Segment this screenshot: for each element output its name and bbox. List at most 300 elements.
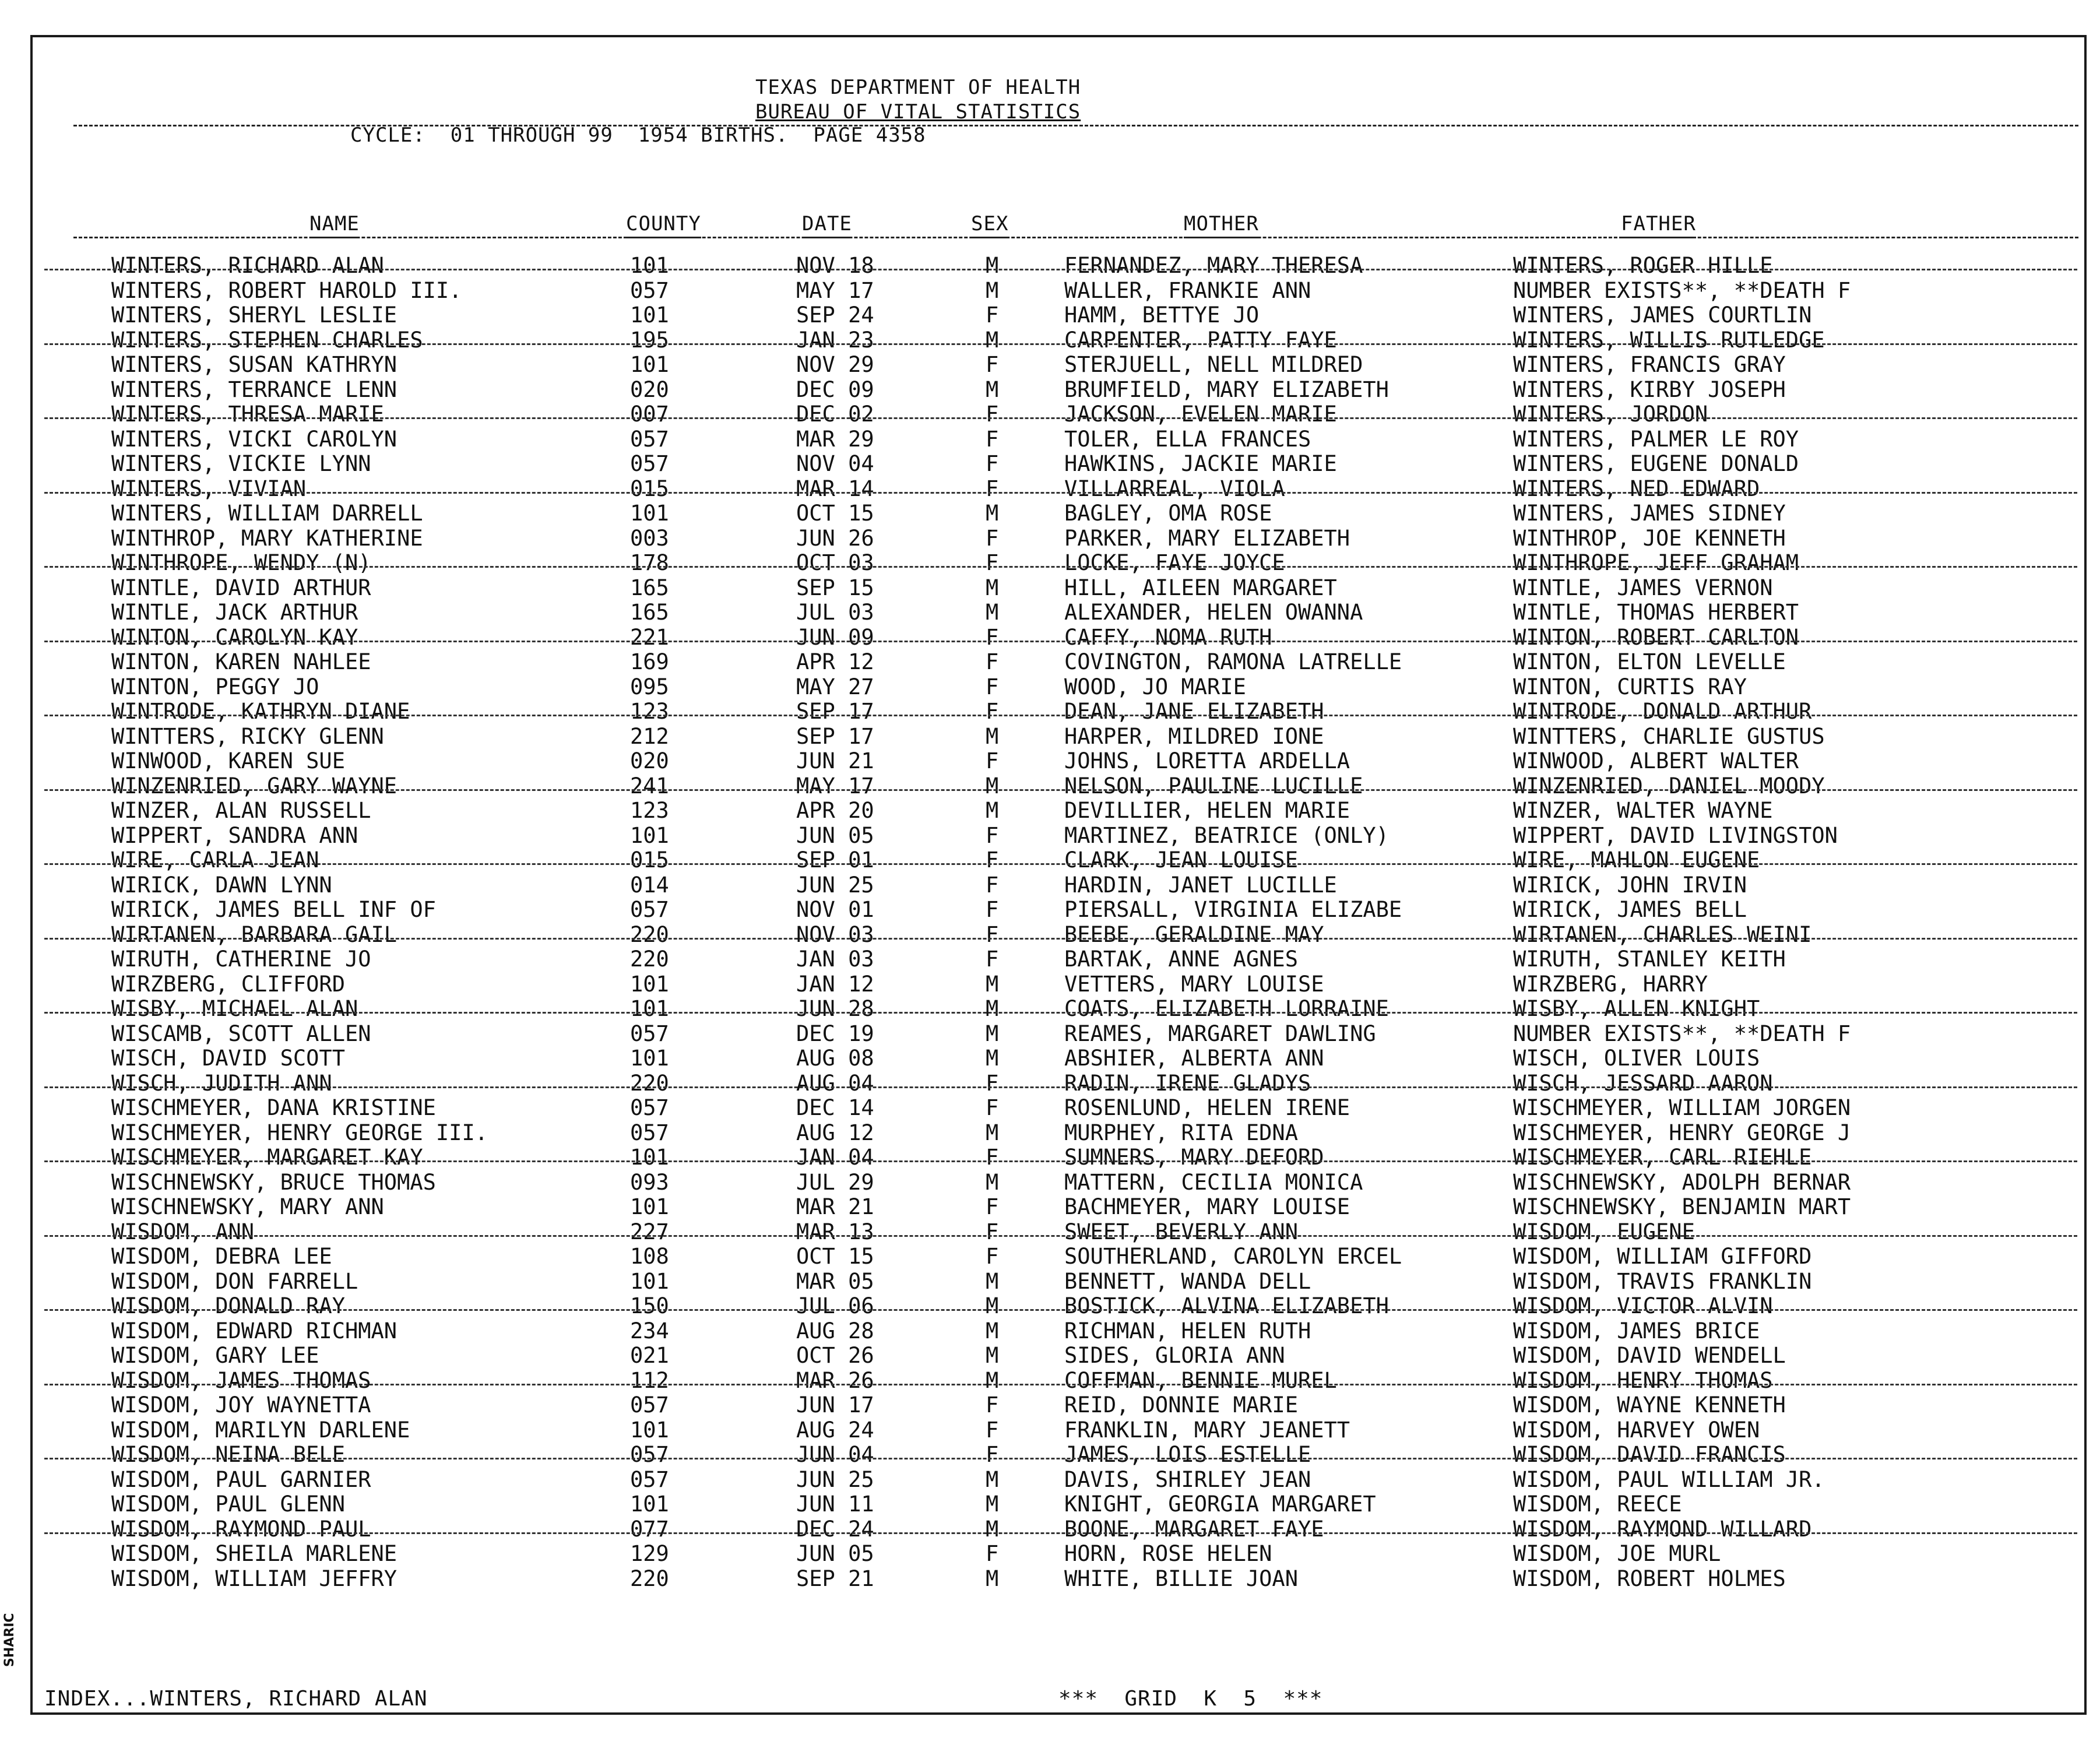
record-sex: F: [986, 922, 999, 947]
record-mother: BEEBE, GERALDINE MAY: [1064, 922, 1324, 947]
record-father: WIRUTH, STANLEY KEITH: [1513, 947, 1786, 972]
record-county: 101: [630, 501, 669, 526]
record-father: WISCHMEYER, CARL RIEHLE: [1513, 1145, 1812, 1170]
side-label: SHARIC: [2, 1613, 17, 1667]
record-date: SEP 17: [796, 723, 874, 749]
record-name: WINTERS, WILLIAM DARRELL: [111, 501, 423, 526]
record-name: WISDOM, DEBRA LEE: [111, 1244, 332, 1269]
record-row: [33, 1418, 2089, 1443]
record-father: WINTERS, JORDON: [1513, 402, 1708, 427]
record-county: 112: [630, 1367, 669, 1393]
record-mother: BENNETT, WANDA DELL: [1064, 1268, 1311, 1294]
record-row: [33, 1467, 2089, 1492]
record-county: 101: [630, 996, 669, 1021]
record-date: JAN 12: [796, 971, 874, 997]
record-date: AUG 12: [796, 1120, 874, 1145]
record-father: WINTLE, THOMAS HERBERT: [1513, 600, 1799, 625]
record-father: WINTON, ROBERT CARLTON: [1513, 624, 1799, 650]
record-row: [33, 922, 2089, 947]
record-father: WINTERS, EUGENE DONALD: [1513, 451, 1799, 476]
record-sex: M: [986, 1268, 999, 1294]
record-name: WINTERS, SHERYL LESLIE: [111, 303, 398, 328]
record-name: WIRICK, DAWN LYNN: [111, 872, 332, 898]
record-row: [33, 501, 2089, 526]
record-county: 101: [630, 1145, 669, 1170]
record-date: DEC 02: [796, 402, 874, 427]
record-sex: F: [986, 674, 999, 699]
column-header-date: DATE: [802, 212, 852, 238]
record-row: [33, 1120, 2089, 1145]
record-row: [33, 1021, 2089, 1046]
record-row: [33, 1368, 2089, 1393]
record-father: WINTRODE, DONALD ARTHUR: [1513, 699, 1812, 724]
record-sex: M: [986, 327, 999, 353]
record-father: WISCHMEYER, HENRY GEORGE J: [1513, 1120, 1851, 1145]
record-sex: F: [986, 451, 999, 476]
record-county: 057: [630, 1095, 669, 1120]
record-date: MAR 05: [796, 1268, 874, 1294]
record-father: WISCHNEWSKY, BENJAMIN MART: [1513, 1194, 1851, 1219]
record-father: WINTERS, ROGER HILLE: [1513, 253, 1773, 278]
record-name: WINTERS, STEPHEN CHARLES: [111, 327, 423, 353]
record-name: WINZER, ALAN RUSSELL: [111, 798, 371, 823]
record-sex: M: [986, 773, 999, 799]
record-row: [33, 1071, 2089, 1096]
record-date: MAR 29: [796, 426, 874, 452]
record-mother: BAGLEY, OMA ROSE: [1064, 501, 1272, 526]
record-name: WINTERS, VICKI CAROLYN: [111, 426, 398, 452]
record-father: WISCHMEYER, WILLIAM JORGEN: [1513, 1095, 1851, 1120]
record-sex: M: [986, 1566, 999, 1591]
column-header-rule: [73, 237, 2078, 238]
record-date: DEC 09: [796, 377, 874, 402]
record-father: WINZER, WALTER WAYNE: [1513, 798, 1773, 823]
record-date: OCT 03: [796, 550, 874, 575]
record-mother: WHITE, BILLIE JOAN: [1064, 1566, 1298, 1591]
record-row: [33, 303, 2089, 328]
record-mother: DAVIS, SHIRLEY JEAN: [1064, 1466, 1311, 1492]
record-row: [33, 526, 2089, 551]
record-name: WISDOM, JAMES THOMAS: [111, 1367, 371, 1393]
record-sex: F: [986, 476, 999, 501]
record-sex: F: [986, 352, 999, 377]
record-mother: NELSON, PAULINE LUCILLE: [1064, 773, 1363, 799]
record-sex: M: [986, 1120, 999, 1145]
record-county: 221: [630, 624, 669, 650]
record-father: WINTERS, NED EDWARD: [1513, 476, 1760, 501]
record-name: WISDOM, DONALD RAY: [111, 1293, 345, 1318]
record-row: [33, 847, 2089, 873]
record-date: DEC 14: [796, 1095, 874, 1120]
record-date: SEP 17: [796, 699, 874, 724]
record-row: [33, 823, 2089, 848]
record-county: 101: [630, 1194, 669, 1219]
record-date: SEP 01: [796, 847, 874, 873]
record-row: [33, 1343, 2089, 1368]
record-date: JUN 17: [796, 1392, 874, 1418]
record-father: WIRTANEN, CHARLES WEINI: [1513, 922, 1812, 947]
record-sex: M: [986, 723, 999, 749]
record-mother: WALLER, FRANKIE ANN: [1064, 277, 1311, 303]
record-father: WINTERS, KIRBY JOSEPH: [1513, 377, 1786, 402]
record-date: JUN 25: [796, 872, 874, 898]
record-name: WINTON, CAROLYN KAY: [111, 624, 358, 650]
record-mother: ALEXANDER, HELEN OWANNA: [1064, 600, 1363, 625]
record-sex: F: [986, 1417, 999, 1443]
record-date: OCT 26: [796, 1343, 874, 1368]
record-row: [33, 476, 2089, 501]
record-date: JUN 26: [796, 525, 874, 551]
record-row: [33, 278, 2089, 303]
record-county: 057: [630, 277, 669, 303]
record-name: WISCHMEYER, MARGARET KAY: [111, 1145, 423, 1170]
record-date: MAY 27: [796, 674, 874, 699]
record-date: SEP 24: [796, 303, 874, 328]
record-row: [33, 748, 2089, 773]
record-father: WINTHROP, JOE KENNETH: [1513, 525, 1786, 551]
record-sex: F: [986, 525, 999, 551]
record-name: WINTERS, THRESA MARIE: [111, 402, 384, 427]
record-mother: HORN, ROSE HELEN: [1064, 1541, 1272, 1566]
index-footer: INDEX...WINTERS, RICHARD ALAN: [44, 1687, 428, 1711]
record-name: WISCHNEWSKY, MARY ANN: [111, 1194, 384, 1219]
record-sex: F: [986, 897, 999, 922]
record-name: WINTERS, TERRANCE LENN: [111, 377, 398, 402]
record-row: [33, 1392, 2089, 1418]
record-row: [33, 1145, 2089, 1170]
record-name: WISDOM, PAUL GARNIER: [111, 1466, 371, 1492]
record-sex: M: [986, 501, 999, 526]
record-father: WISDOM, WILLIAM GIFFORD: [1513, 1244, 1812, 1269]
record-mother: PARKER, MARY ELIZABETH: [1064, 525, 1350, 551]
record-father: WIRICK, JOHN IRVIN: [1513, 872, 1747, 898]
record-name: WINTTERS, RICKY GLENN: [111, 723, 384, 749]
record-date: JUN 09: [796, 624, 874, 650]
record-name: WISDOM, WILLIAM JEFFRY: [111, 1566, 398, 1591]
record-sex: M: [986, 1293, 999, 1318]
record-father: WISCHNEWSKY, ADOLPH BERNAR: [1513, 1169, 1851, 1195]
record-father: WISDOM, WAYNE KENNETH: [1513, 1392, 1786, 1418]
record-county: 227: [630, 1219, 669, 1244]
record-mother: BARTAK, ANNE AGNES: [1064, 947, 1298, 972]
record-mother: CARPENTER, PATTY FAYE: [1064, 327, 1337, 353]
record-name: WINTERS, RICHARD ALAN: [111, 253, 384, 278]
record-father: WISDOM, RAYMOND WILLARD: [1513, 1516, 1812, 1542]
record-row: [33, 972, 2089, 997]
record-row: [33, 1269, 2089, 1294]
record-name: WISBY, MICHAEL ALAN: [111, 996, 358, 1021]
record-father: WIPPERT, DAVID LIVINGSTON: [1513, 822, 1838, 848]
record-name: WISCHNEWSKY, BRUCE THOMAS: [111, 1169, 436, 1195]
record-county: 020: [630, 748, 669, 773]
record-row: [33, 600, 2089, 625]
record-father: WINTON, ELTON LEVELLE: [1513, 649, 1786, 674]
record-father: WISDOM, TRAVIS FRANKLIN: [1513, 1268, 1812, 1294]
record-date: SEP 21: [796, 1566, 874, 1591]
record-sex: M: [986, 1367, 999, 1393]
record-father: WISDOM, HENRY THOMAS: [1513, 1367, 1773, 1393]
record-mother: REID, DONNIE MARIE: [1064, 1392, 1298, 1418]
column-header-mother: MOTHER: [1184, 212, 1259, 238]
record-sex: F: [986, 1244, 999, 1269]
record-county: 101: [630, 1417, 669, 1443]
record-sex: M: [986, 1343, 999, 1368]
record-father: WINTERS, JAMES COURTLIN: [1513, 303, 1812, 328]
record-name: WISDOM, EDWARD RICHMAN: [111, 1318, 398, 1343]
record-row: [33, 897, 2089, 922]
record-county: 165: [630, 575, 669, 600]
record-row: [33, 1170, 2089, 1195]
record-mother: BACHMEYER, MARY LOUISE: [1064, 1194, 1350, 1219]
record-name: WINTLE, JACK ARTHUR: [111, 600, 358, 625]
record-father: NUMBER EXISTS**, **DEATH F: [1513, 277, 1851, 303]
record-row: [33, 625, 2089, 650]
record-county: 123: [630, 798, 669, 823]
record-date: AUG 08: [796, 1046, 874, 1071]
record-father: WIRICK, JAMES BELL: [1513, 897, 1747, 922]
record-name: WISDOM, GARY LEE: [111, 1343, 319, 1368]
record-name: WINTON, KAREN NAHLEE: [111, 649, 371, 674]
record-name: WISDOM, PAUL GLENN: [111, 1492, 345, 1517]
record-father: WISDOM, PAUL WILLIAM JR.: [1513, 1466, 1825, 1492]
document-frame: [30, 35, 2087, 1715]
record-county: 095: [630, 674, 669, 699]
record-sex: F: [986, 402, 999, 427]
record-mother: SIDES, GLORIA ANN: [1064, 1343, 1285, 1368]
record-sex: M: [986, 277, 999, 303]
record-name: WISCH, JUDITH ANN: [111, 1070, 332, 1096]
record-row: [33, 377, 2089, 402]
record-sex: F: [986, 649, 999, 674]
record-mother: RADIN, IRENE GLADYS: [1064, 1070, 1311, 1096]
record-county: 241: [630, 773, 669, 799]
record-sex: F: [986, 624, 999, 650]
column-header-sex: SEX: [971, 212, 1008, 238]
record-sex: M: [986, 1169, 999, 1195]
record-father: WINTLE, JAMES VERNON: [1513, 575, 1773, 600]
record-county: 220: [630, 1070, 669, 1096]
record-row: [33, 1442, 2089, 1467]
record-name: WIRTANEN, BARBARA GAIL: [111, 922, 398, 947]
record-sex: M: [986, 377, 999, 402]
record-name: WINTON, PEGGY JO: [111, 674, 319, 699]
record-county: 057: [630, 1120, 669, 1145]
record-row: [33, 798, 2089, 823]
record-mother: HAMM, BETTYE JO: [1064, 303, 1260, 328]
record-county: 108: [630, 1244, 669, 1269]
record-father: WISDOM, ROBERT HOLMES: [1513, 1566, 1786, 1591]
record-sex: F: [986, 550, 999, 575]
record-mother: FRANKLIN, MARY JEANETT: [1064, 1417, 1350, 1443]
record-mother: MATTERN, CECILIA MONICA: [1064, 1169, 1363, 1195]
record-sex: F: [986, 1541, 999, 1566]
record-sex: M: [986, 1046, 999, 1071]
record-father: WISDOM, HARVEY OWEN: [1513, 1417, 1760, 1443]
record-father: WISDOM, EUGENE: [1513, 1219, 1695, 1244]
record-date: MAY 17: [796, 277, 874, 303]
record-mother: COATS, ELIZABETH LORRAINE: [1064, 996, 1389, 1021]
record-date: DEC 19: [796, 1021, 874, 1046]
record-father: WISCH, OLIVER LOUIS: [1513, 1046, 1760, 1071]
record-row: [33, 352, 2089, 377]
record-name: WINZENRIED, GARY WAYNE: [111, 773, 398, 799]
record-date: NOV 18: [796, 253, 874, 278]
record-mother: WOOD, JO MARIE: [1064, 674, 1246, 699]
record-father: WISDOM, VICTOR ALVIN: [1513, 1293, 1773, 1318]
record-county: 220: [630, 922, 669, 947]
record-name: WISDOM, MARILYN DARLENE: [111, 1417, 410, 1443]
record-father: WINTERS, FRANCIS GRAY: [1513, 352, 1786, 377]
record-name: WINTHROPE, WENDY (N): [111, 550, 371, 575]
record-date: SEP 15: [796, 575, 874, 600]
record-county: 021: [630, 1343, 669, 1368]
record-mother: HILL, AILEEN MARGARET: [1064, 575, 1337, 600]
record-mother: ROSENLUND, HELEN IRENE: [1064, 1095, 1350, 1120]
record-name: WIPPERT, SANDRA ANN: [111, 822, 358, 848]
record-row: [33, 773, 2089, 799]
record-mother: HARDIN, JANET LUCILLE: [1064, 872, 1337, 898]
record-father: WISDOM, DAVID FRANCIS: [1513, 1442, 1786, 1467]
record-sex: F: [986, 1070, 999, 1096]
record-sex: F: [986, 748, 999, 773]
record-date: JUN 11: [796, 1492, 874, 1517]
record-date: JUN 21: [796, 748, 874, 773]
record-county: 165: [630, 600, 669, 625]
record-county: 101: [630, 1046, 669, 1071]
record-county: 101: [630, 1268, 669, 1294]
record-row: [33, 1492, 2089, 1517]
record-date: MAR 21: [796, 1194, 874, 1219]
record-father: NUMBER EXISTS**, **DEATH F: [1513, 1021, 1851, 1046]
record-date: APR 20: [796, 798, 874, 823]
record-row: [33, 1046, 2089, 1071]
record-row: [33, 1194, 2089, 1219]
record-county: 015: [630, 476, 669, 501]
record-mother: STERJUELL, NELL MILDRED: [1064, 352, 1363, 377]
record-sex: M: [986, 971, 999, 997]
record-county: 195: [630, 327, 669, 353]
record-sex: F: [986, 1194, 999, 1219]
record-sex: M: [986, 1492, 999, 1517]
record-county: 169: [630, 649, 669, 674]
record-sex: M: [986, 1318, 999, 1343]
agency-title: TEXAS DEPARTMENT OF HEALTH: [755, 76, 1081, 99]
record-father: WINTERS, PALMER LE ROY: [1513, 426, 1799, 452]
record-row: [33, 1095, 2089, 1120]
record-county: 178: [630, 550, 669, 575]
record-sex: F: [986, 847, 999, 873]
record-row: [33, 873, 2089, 898]
record-sex: F: [986, 1392, 999, 1418]
record-date: OCT 15: [796, 1244, 874, 1269]
record-sex: M: [986, 253, 999, 278]
record-date: JUN 25: [796, 1466, 874, 1492]
record-father: WINTERS, JAMES SIDNEY: [1513, 501, 1786, 526]
record-father: WIRE, MAHLON EUGENE: [1513, 847, 1760, 873]
record-name: WIRUTH, CATHERINE JO: [111, 947, 371, 972]
record-row: [33, 427, 2089, 452]
record-father: WINWOOD, ALBERT WALTER: [1513, 748, 1799, 773]
record-county: 123: [630, 699, 669, 724]
record-father: WIRZBERG, HARRY: [1513, 971, 1708, 997]
record-mother: RICHMAN, HELEN RUTH: [1064, 1318, 1311, 1343]
record-father: WISDOM, JAMES BRICE: [1513, 1318, 1760, 1343]
record-row: [33, 699, 2089, 724]
record-county: 057: [630, 1021, 669, 1046]
record-row: [33, 674, 2089, 699]
record-county: 101: [630, 253, 669, 278]
record-date: JAN 23: [796, 327, 874, 353]
record-date: JUL 29: [796, 1169, 874, 1195]
record-date: DEC 24: [796, 1516, 874, 1542]
record-father: WINTERS, WILLIS RUTLEDGE: [1513, 327, 1825, 353]
record-row: [33, 1517, 2089, 1542]
record-date: JUL 03: [796, 600, 874, 625]
record-row: [33, 253, 2089, 278]
record-date: OCT 15: [796, 501, 874, 526]
record-date: NOV 29: [796, 352, 874, 377]
record-name: WISDOM, ANN: [111, 1219, 255, 1244]
record-mother: CAFFY, NOMA RUTH: [1064, 624, 1272, 650]
record-county: 057: [630, 451, 669, 476]
record-father: WINTTERS, CHARLIE GUSTUS: [1513, 723, 1825, 749]
record-county: 007: [630, 402, 669, 427]
record-date: NOV 03: [796, 922, 874, 947]
record-county: 220: [630, 1566, 669, 1591]
record-county: 234: [630, 1318, 669, 1343]
record-date: MAR 26: [796, 1367, 874, 1393]
record-mother: TOLER, ELLA FRANCES: [1064, 426, 1311, 452]
record-date: MAR 13: [796, 1219, 874, 1244]
record-date: JAN 03: [796, 947, 874, 972]
record-name: WISDOM, NEINA BELE: [111, 1442, 345, 1467]
record-county: 020: [630, 377, 669, 402]
record-father: WISDOM, DAVID WENDELL: [1513, 1343, 1786, 1368]
record-date: AUG 04: [796, 1070, 874, 1096]
record-county: 101: [630, 822, 669, 848]
record-father: WISCH, JESSARD AARON: [1513, 1070, 1773, 1096]
record-name: WINTERS, VICKIE LYNN: [111, 451, 371, 476]
record-sex: F: [986, 303, 999, 328]
record-name: WIRE, CARLA JEAN: [111, 847, 319, 873]
record-name: WINWOOD, KAREN SUE: [111, 748, 345, 773]
record-sex: M: [986, 575, 999, 600]
record-name: WISDOM, JOY WAYNETTA: [111, 1392, 371, 1418]
record-mother: COVINGTON, RAMONA LATRELLE: [1064, 649, 1402, 674]
record-date: JAN 04: [796, 1145, 874, 1170]
record-row: [33, 947, 2089, 972]
record-row: [33, 451, 2089, 476]
record-mother: BRUMFIELD, MARY ELIZABETH: [1064, 377, 1389, 402]
record-date: AUG 28: [796, 1318, 874, 1343]
record-mother: JOHNS, LORETTA ARDELLA: [1064, 748, 1350, 773]
grid-footer: *** GRID K 5 ***: [1058, 1687, 1323, 1711]
record-county: 057: [630, 897, 669, 922]
record-county: 220: [630, 947, 669, 972]
record-date: JUN 04: [796, 1442, 874, 1467]
record-county: 057: [630, 1466, 669, 1492]
record-mother: DEAN, JANE ELIZABETH: [1064, 699, 1324, 724]
record-sex: M: [986, 1466, 999, 1492]
record-date: APR 12: [796, 649, 874, 674]
record-mother: JAMES, LOIS ESTELLE: [1064, 1442, 1311, 1467]
record-mother: REAMES, MARGARET DAWLING: [1064, 1021, 1376, 1046]
record-sex: M: [986, 1516, 999, 1542]
record-county: 014: [630, 872, 669, 898]
record-father: WISDOM, JOE MURL: [1513, 1541, 1721, 1566]
record-row: [33, 996, 2089, 1021]
record-name: WISCAMB, SCOTT ALLEN: [111, 1021, 371, 1046]
